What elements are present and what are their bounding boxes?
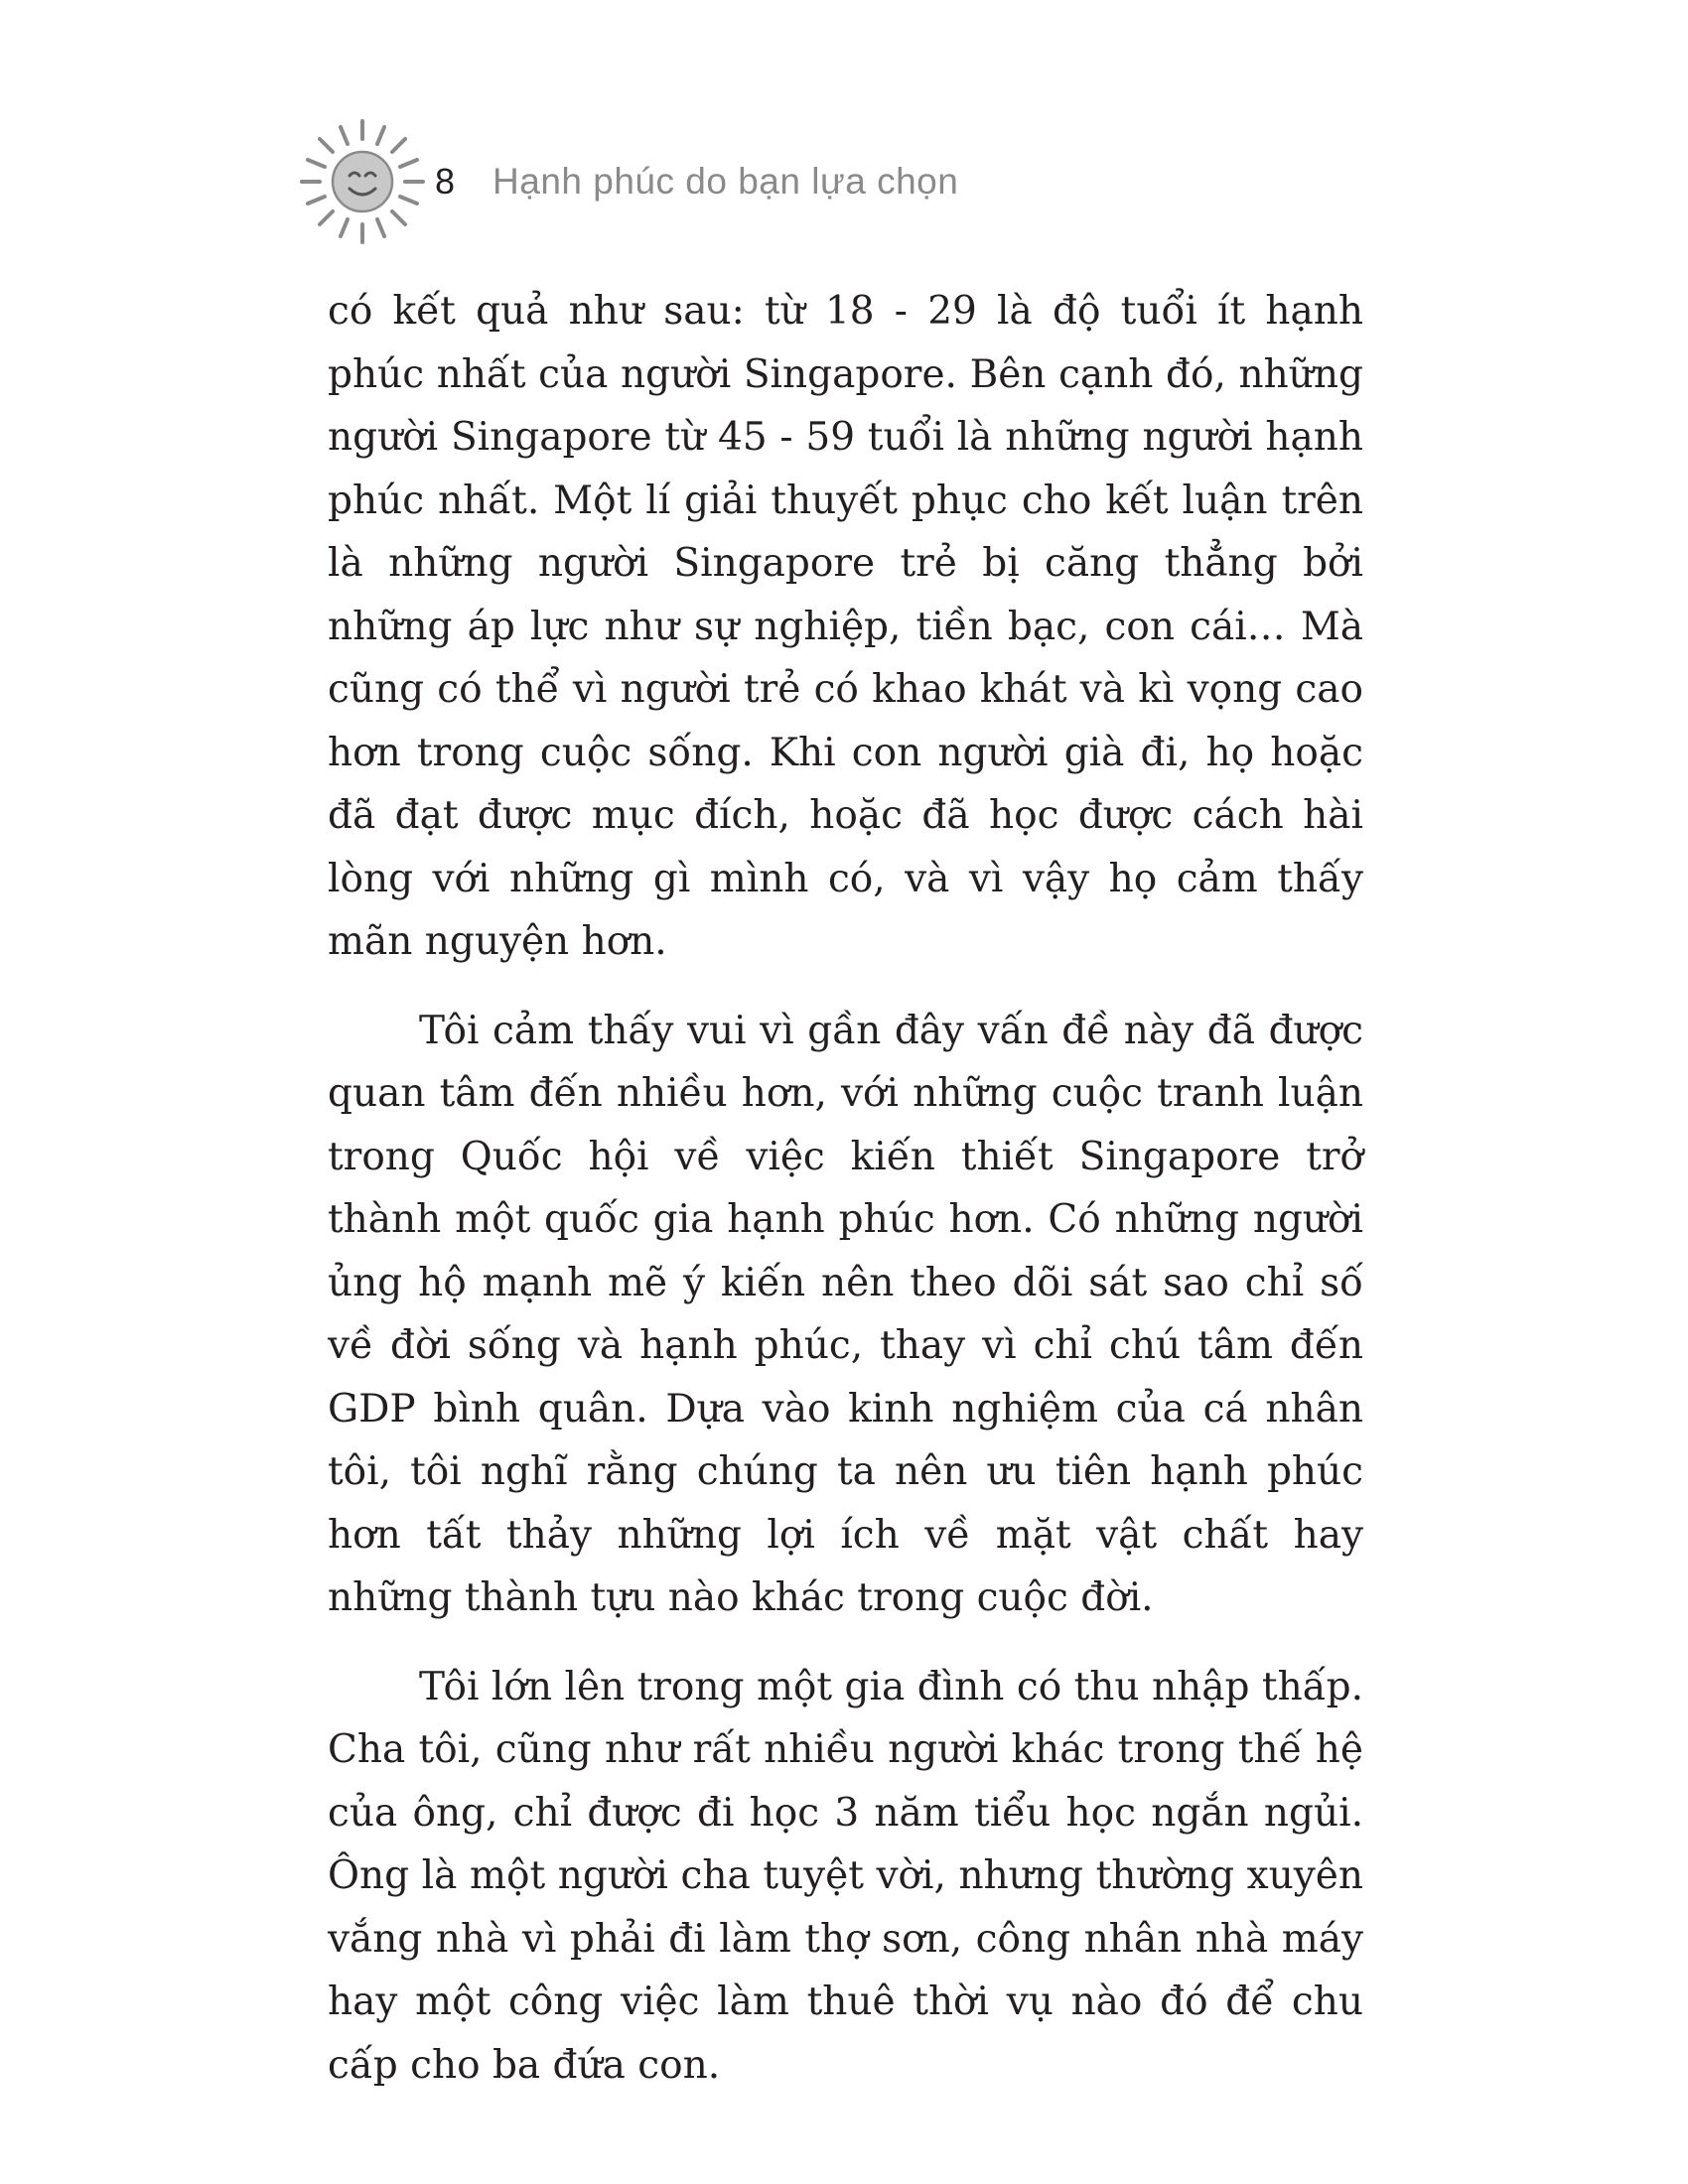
page-number: 8 <box>435 161 456 202</box>
smiling-sun-icon <box>298 117 427 246</box>
paragraph: có kết quả như sau: từ 18 - 29 là độ tuổi ít hạnh phúc nhất của người Singapore. Bên cạnh đó, những người Singapore từ 45 - 59 tuổi là những người hạnh phúc nhất. Một lí giải thuyết phục cho kết luận trên là những người Singapore trẻ bị căng thẳng bởi những áp lực như sự nghiệp, tiền bạc, con cái… Mà cũng có thể vì người trẻ có khao khát và kì vọng cao hơn trong cuộc sống. Khi con người già đi, họ hoặc đã đạt được mục đích, hoặc đã học được cách hài lòng với những gì mình có, và vì vậy họ cảm thấy mãn nguyện hơn. <box>328 289 1363 964</box>
body-text <box>328 280 1363 2122</box>
paragraph: Tôi cảm thấy vui vì gần đây vấn đề này đã được quan tâm đến nhiều hơn, với những cuộc tranh luận trong Quốc hội về việc kiến thiết Singapore trở thành một quốc gia hạnh phúc hơn. Có những người ủng hộ mạnh mẽ ý kiến nên theo dõi sát sao chỉ số về đời sống và hạnh phúc, thay vì chỉ chú tâm đến GDP bình quân. Dựa vào kinh nghiệm của cá nhân tôi, tôi nghĩ rằng chúng ta nên ưu tiên hạnh phúc hơn tất thảy những lợi ích về mặt vật chất hay những thành tựu nào khác trong cuộc đời. <box>328 1008 1363 1620</box>
paragraph: Tôi lớn lên trong một gia đình có thu nhập thấp. Cha tôi, cũng như rất nhiều người khác trong thế hệ của ông, chỉ được đi học 3 năm tiểu học ngắn ngủi. Ông là một người cha tuyệt vời, nhưng thường xuyên vắng nhà vì phải đi làm thợ sơn, công nhân nhà máy hay một công việc làm thuê thời vụ nào đó để chu cấp cho ba đứa con. <box>328 1664 1363 2088</box>
running-header <box>298 117 958 246</box>
book-title: Hạnh phúc do bạn lựa chọn <box>492 161 959 202</box>
